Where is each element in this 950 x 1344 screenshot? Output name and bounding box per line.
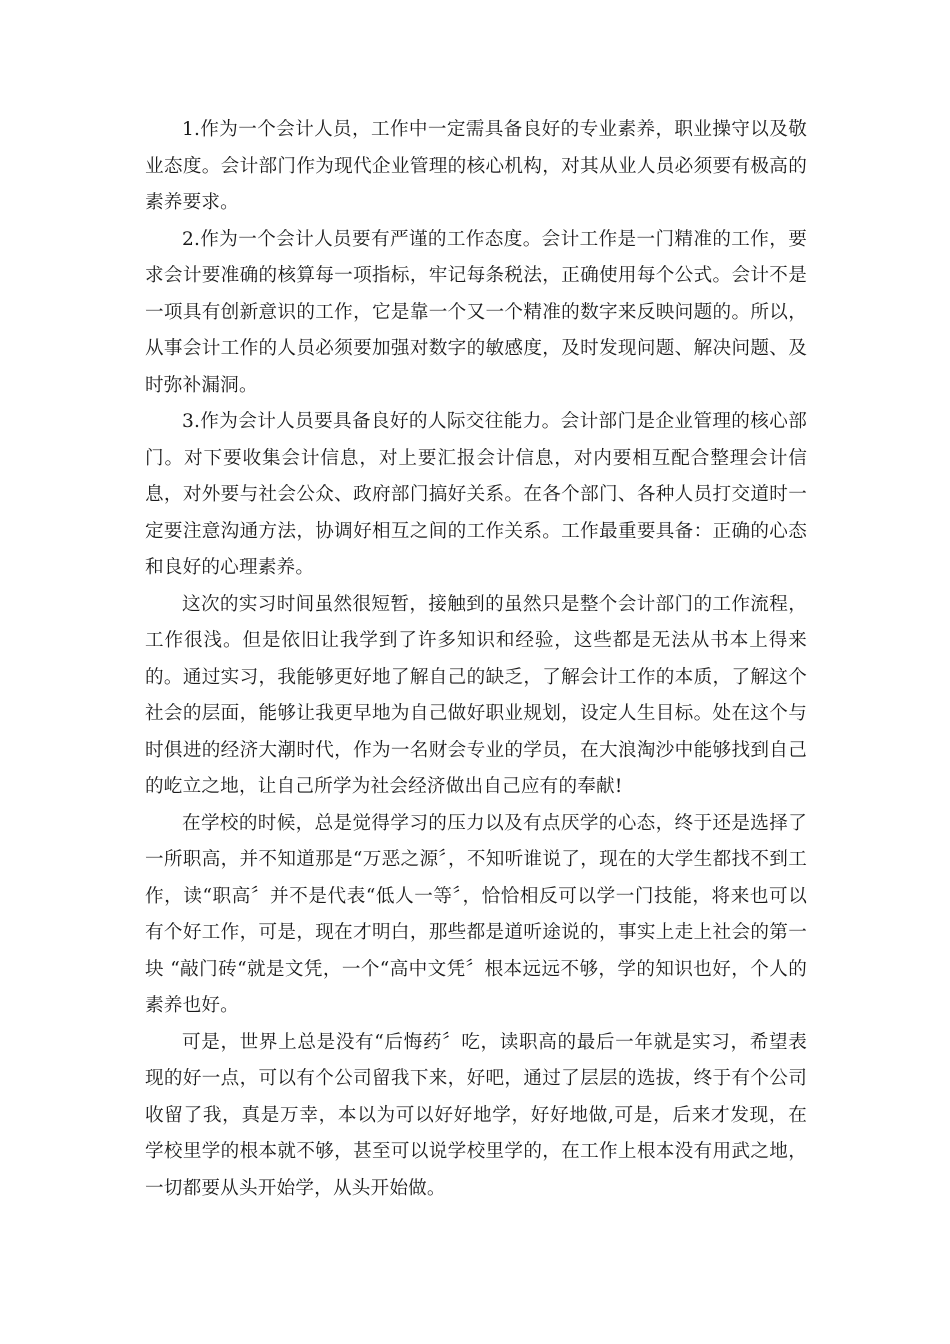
paragraph-rigorous-attitude: 2.作为一个会计人员要有严谨的工作态度。会计工作是一门精准的工作，要求会计要准确的核算每一项指标，牢记每条税法，正确使用每个公式。会计不是一项具有创新意识的工作，它是靠一个又一个精准的数字来反映问题的。所以，从事会计工作的人员必须要加强对数字的敏感度，及时发现问题、解决问题、及时弥补漏洞。	[145, 228, 807, 396]
paragraph-accounting-qualities: 1.作为一个会计人员，工作中一定需具备良好的专业素养，职业操守以及敬业态度。会计部门作为现代企业管理的核心机构，对其从业人员必须要有极高的素养要求。	[145, 119, 807, 213]
document-page	[145, 112, 807, 1207]
paragraph-interpersonal-skills: 3.作为会计人员要具备良好的人际交往能力。会计部门是企业管理的核心部门。对下要收集会计信息，对上要汇报会计信息，对内要相互配合整理会计信息，对外要与社会公众、政府部门搞好关系。在各个部门、各种人员打交道时一定要注意沟通方法，协调好相互之间的工作关系。工作最重要具备：正确的心态和良好的心理素养。	[145, 411, 807, 578]
paragraph-school-reflection: 在学校的时候，总是觉得学习的压力以及有点厌学的心态，终于还是选择了一所职高，并不知道那是“万恶之源〞，不知听谁说了，现在的大学生都找不到工作，读“职高〞并不是代表“低人一等〞，恰恰相反可以学一门技能，将来也可以有个好工作，可是，现在才明白，那些都是道听途说的，事实上走上社会的第一块 “敲门砖“就是文凭，一个“高中文凭〞根本远远不够，学的知识也好，个人的素养也好。	[145, 812, 807, 1016]
paragraph-internship-experience: 可是，世界上总是没有“后悔药〞吃，读职高的最后一年就是实习，希望表现的好一点，可以有个公司留我下来，好吧，通过了层层的选拔，终于有个公司收留了我，真是万幸，本以为可以好好地学，好好地做,可是，后来才发现，在学校里学的根本就不够，甚至可以说学校里学的，在工作上根本没有用武之地，一切都要从头开始学，从头开始做。	[145, 1031, 807, 1199]
paragraph-internship-summary: 这次的实习时间虽然很短暂，接触到的虽然只是整个会计部门的工作流程，工作很浅。但是依旧让我学到了许多知识和经验，这些都是无法从书本上得来的。通过实习，我能够更好地了解自己的缺乏，了解会计工作的本质，了解这个社会的层面，能够让我更早地为自己做好职业规划，设定人生目标。处在这个与时俱进的经济大潮时代，作为一名财会专业的学员，在大浪淘沙中能够找到自己的屹立之地，让自己所学为社会经济做出自己应有的奉献!	[145, 593, 807, 797]
